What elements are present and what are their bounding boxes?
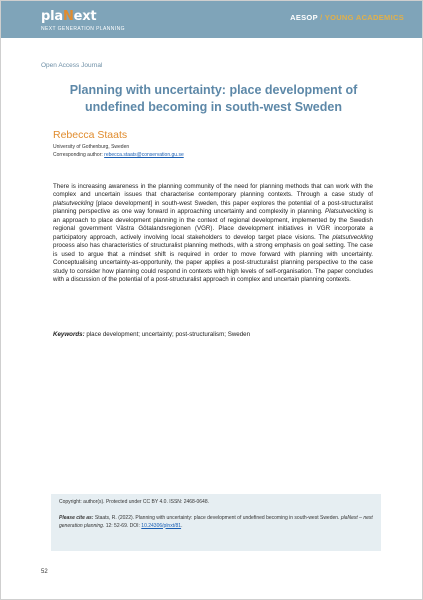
keywords-list: place development; uncertainty; post-structuralism; Sweden xyxy=(84,331,251,338)
citation-box xyxy=(51,494,381,551)
author-name: Rebecca Staats xyxy=(53,129,128,141)
corresponding-label: Corresponding author: xyxy=(53,152,105,158)
keywords-label: Keywords: xyxy=(53,331,85,338)
article-title: Planning with uncertainty: place development of undefined becoming in south-west Sweden xyxy=(69,83,358,114)
doi-link[interactable]: 10.24306/plnxt/81 xyxy=(141,522,182,529)
section-name: YOUNG ACADEMICS xyxy=(324,13,404,22)
journal-header xyxy=(1,1,423,38)
separator: / xyxy=(320,13,323,22)
header-section-label xyxy=(290,13,404,22)
page-number: 52 xyxy=(41,569,48,575)
corresponding-author xyxy=(53,152,184,158)
citation: Please cite as: Staats, R. (2022). Planning with uncertainty: place development of undefined becoming in south-west Sweden. plaNext – next generation planning. 12: 52-69. DOI: 10.24306/plnxt/81. xyxy=(59,515,373,529)
author-affiliation: University of Gothenburg, Sweden xyxy=(53,144,130,150)
journal-tagline: NEXT GENERATION PLANNING xyxy=(41,26,125,32)
cite-label: Please cite as: xyxy=(59,515,94,521)
corresponding-email-link[interactable]: rebecca.staats@conservation.gu.se xyxy=(104,152,184,158)
keywords xyxy=(53,331,373,338)
org-name: AESOP xyxy=(290,13,318,22)
journal-logo: plaNext xyxy=(41,9,97,24)
journal-type: Open Access Journal xyxy=(41,62,103,69)
copyright-notice: Copyright: author(s). Protected under CC BY 4.0. ISSN: 2468-0648. xyxy=(59,499,209,505)
abstract: There is increasing awareness in the planning community of the need for planning methods that can work with the complex and uncertain issues that characterise contemporary planning contexts. Through a case study of platsutveckling [place development] in south-west Sweden, this paper explores the potential of a post-structuralist planning perspective as one way forward in approaching uncertainty and complexity in planning. Platsutveckling is an approach to place development planning in the context of regional development, implemented by the Swedish regional government Västra Götalandsregionen (VGR). Place development initiatives in VGR incorporate a participatory approach, actively involving local stakeholders to develop target place visions. The platsutveckling process also has characteristics of structuralist planning methods, with a strong emphasis on goal setting. The case is used to argue that a mindset shift is required in order to move forward with planning with uncertainty. Conceptualising uncertainty-as-opportunity, the paper applies a post-structuralist planning perspective to the case study to consider how planning could respond in contexts with high levels of self-organisation. The paper concludes with a discussion of the potential of a post-structuralist approach in complex and uncertain planning contexts. xyxy=(53,183,373,283)
